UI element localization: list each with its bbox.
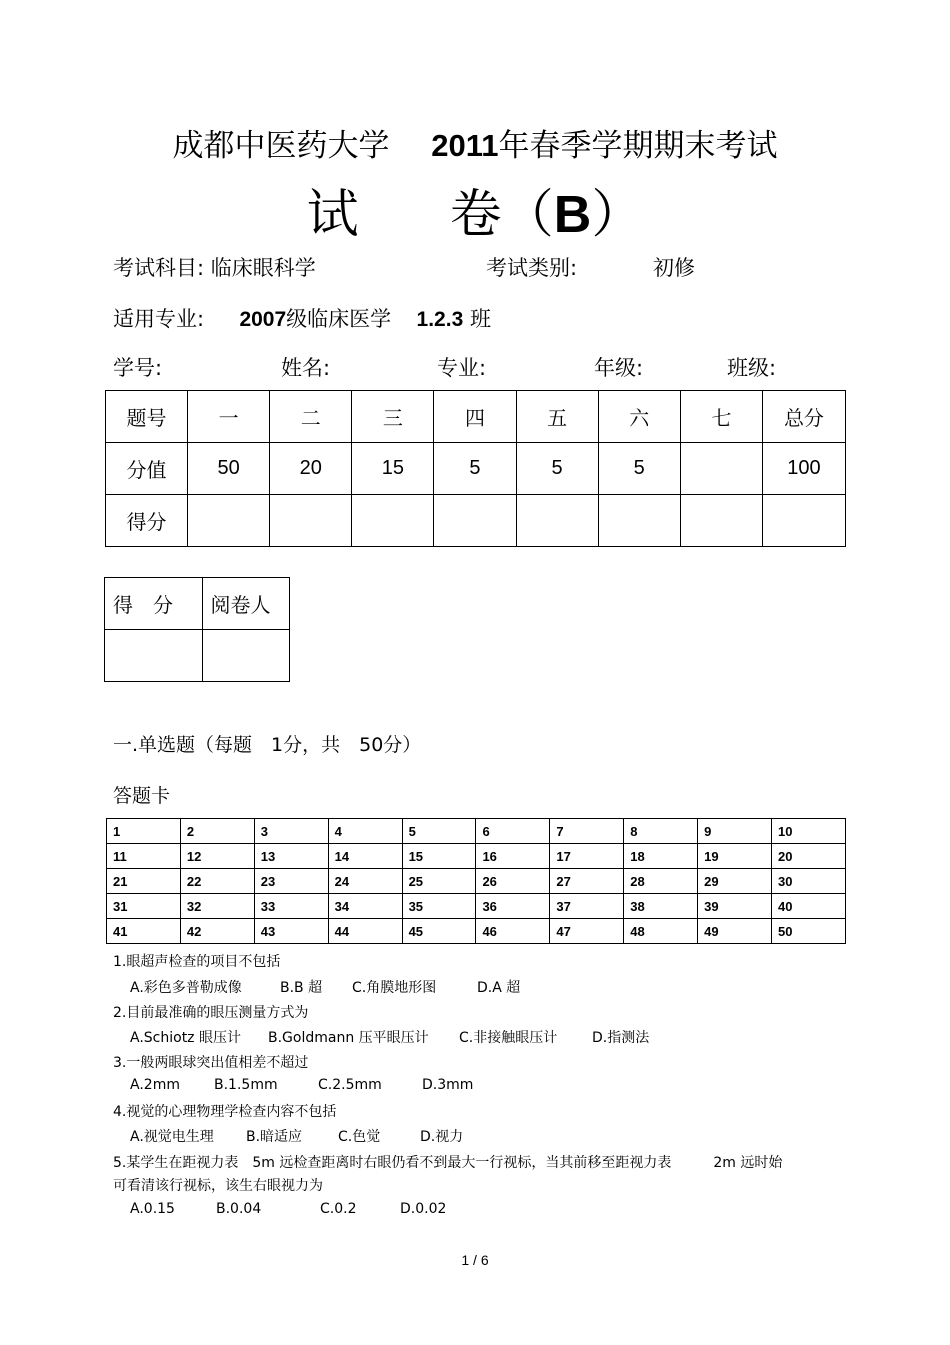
question-1-options [130,977,520,997]
subject-label: 考试科目: [113,256,205,280]
answer-card-cell[interactable]: 47 [550,919,624,944]
answer-card-cell[interactable]: 50 [772,919,846,944]
question-5-option-d[interactable]: D.0.02 [400,1201,447,1217]
exam-title [0,120,950,165]
answer-card-cell[interactable]: 23 [254,869,328,894]
question-1-option-a[interactable]: A.彩色多普勒成像 [130,980,242,996]
grader-table [104,577,290,682]
title-university: 成都中医药大学 [172,128,390,164]
answer-card-cell[interactable]: 33 [254,894,328,919]
answer-card-cell[interactable]: 10 [772,819,846,844]
answer-card-table [106,818,846,944]
score-input-cell[interactable] [762,495,845,547]
answer-card-cell[interactable]: 11 [107,844,181,869]
answer-card-cell[interactable]: 16 [476,844,550,869]
answer-card-cell[interactable]: 29 [698,869,772,894]
section1-heading: 一.单选题（每题 1分，共 50分） [113,734,422,756]
score-table [105,390,846,547]
answer-card-cell[interactable]: 27 [550,869,624,894]
answer-card-cell[interactable]: 20 [772,844,846,869]
answer-card-cell[interactable]: 15 [402,844,476,869]
answer-card-cell[interactable]: 8 [624,819,698,844]
answer-card-cell[interactable]: 17 [550,844,624,869]
answer-card-row [107,819,846,844]
grade-label: 年级: [594,356,644,380]
page-number: 1 / 6 [461,1252,489,1268]
answer-card-row [107,894,846,919]
question-3-option-d[interactable]: D.3mm [422,1077,474,1093]
answer-card-cell[interactable]: 12 [180,844,254,869]
answer-card-cell[interactable]: 36 [476,894,550,919]
grader-score-cell[interactable] [105,630,203,682]
question-2-stem: 2.目前最准确的眼压测量方式为 [113,1005,309,1021]
question-2-option-a[interactable]: A.Schiotz 眼压计 [130,1030,241,1046]
question-5-option-b[interactable]: B.0.04 [216,1201,262,1217]
answer-card-cell[interactable]: 43 [254,919,328,944]
question-5-stem-line1: 5.某学生在距视力表 5m 远检查距离时右眼仍看不到最大一行视标，当其前移至距视力表 2m 远时始 [113,1155,783,1171]
score-table-cell: 分值 [106,443,188,495]
answer-card-row [107,869,846,894]
answer-card-cell[interactable]: 30 [772,869,846,894]
answer-card-cell[interactable]: 1 [107,819,181,844]
score-table-cell: 5 [598,443,680,495]
answer-card-cell[interactable]: 48 [624,919,698,944]
score-input-cell[interactable] [516,495,598,547]
answer-card-row [107,844,846,869]
score-table-cell: 20 [270,443,352,495]
answer-card-cell[interactable]: 42 [180,919,254,944]
answer-card-cell[interactable]: 34 [328,894,402,919]
score-table-cell: 一 [188,391,270,443]
score-input-cell[interactable] [434,495,516,547]
paper-title [0,172,950,247]
score-table-cell: 得分 [106,495,188,547]
answer-card-cell[interactable]: 28 [624,869,698,894]
answer-card-cell[interactable]: 24 [328,869,402,894]
exam-type-value: 初修 [653,256,695,280]
major-line [113,303,491,333]
score-input-cell[interactable] [352,495,434,547]
answer-card-cell[interactable]: 25 [402,869,476,894]
question-2-option-b[interactable]: B.Goldmann 压平眼压计 [268,1030,429,1046]
score-table-cell: 二 [270,391,352,443]
score-table-cell: 四 [434,391,516,443]
question-4-option-b[interactable]: B.暗适应 [246,1129,303,1145]
title-term: 年春季学期期末考试 [498,128,778,164]
answer-card-cell[interactable]: 14 [328,844,402,869]
answer-card-cell[interactable]: 19 [698,844,772,869]
answer-card-cell[interactable]: 31 [107,894,181,919]
question-4-option-c[interactable]: C.色觉 [338,1129,381,1145]
answer-card-cell[interactable]: 45 [402,919,476,944]
question-3-option-a[interactable]: A.2mm [130,1077,180,1093]
answer-card-cell[interactable]: 39 [698,894,772,919]
major-suffix: 班 [469,307,491,331]
score-table-cell: 15 [352,443,434,495]
score-input-cell[interactable] [270,495,352,547]
exam-type-label: 考试类别: [486,256,578,280]
answer-card-cell[interactable]: 21 [107,869,181,894]
question-5-stem-line2: 可看清该行视标，该生右眼视力为 [113,1178,323,1194]
score-table-value-row [106,443,846,495]
score-table-cell: 50 [188,443,270,495]
score-table-cell [680,443,762,495]
answer-card-cell[interactable]: 5 [402,819,476,844]
title-year: 2011 [431,128,499,163]
question-1-option-c[interactable]: C.角膜地形图 [352,980,437,996]
question-2-option-c[interactable]: C.非接触眼压计 [459,1030,558,1046]
name-label: 姓名: [281,356,331,380]
answer-card-cell[interactable]: 32 [180,894,254,919]
exam-type-line [486,252,577,282]
answer-card-cell[interactable]: 4 [328,819,402,844]
score-table-score-row [106,495,846,547]
answer-card-cell[interactable]: 37 [550,894,624,919]
major-name: 级临床医学 [286,307,392,331]
answer-card-cell[interactable]: 26 [476,869,550,894]
answer-card-cell[interactable]: 22 [180,869,254,894]
major-year: 2007 [239,308,287,331]
score-input-cell[interactable] [598,495,680,547]
question-2-options [130,1027,649,1047]
answer-card-cell[interactable]: 7 [550,819,624,844]
score-table-header-row [106,391,846,443]
answer-card-cell[interactable]: 2 [180,819,254,844]
question-5-options [130,1201,446,1217]
answer-card-cell[interactable]: 6 [476,819,550,844]
score-table-cell: 五 [516,391,598,443]
question-5-option-c[interactable]: C.0.2 [320,1201,357,1217]
score-table-cell: 七 [680,391,762,443]
grader-reviewer-cell[interactable] [202,630,289,682]
grader-score-label: 得 分 [105,578,203,630]
score-table-cell: 5 [516,443,598,495]
score-table-cell: 六 [598,391,680,443]
question-1-option-d[interactable]: D.A 超 [477,980,521,996]
question-1-stem: 1.眼超声检查的项目不包括 [113,954,281,970]
paper-title-close: ） [591,185,644,245]
answer-card-cell[interactable]: 49 [698,919,772,944]
answer-card-row [107,919,846,944]
major-classes: 1.2.3 [416,308,464,331]
question-4-option-d[interactable]: D.视力 [420,1129,464,1145]
answer-card-cell[interactable]: 13 [254,844,328,869]
question-4-option-a[interactable]: A.视觉电生理 [130,1129,214,1145]
answer-card-cell[interactable]: 44 [328,919,402,944]
class-label: 班级: [727,356,777,380]
answer-card-cell[interactable]: 46 [476,919,550,944]
score-table-cell: 总分 [762,391,845,443]
specialty-label: 专业: [437,356,487,380]
question-2-option-d[interactable]: D.指测法 [592,1030,650,1046]
question-4-options [130,1126,463,1146]
answer-card-cell[interactable]: 18 [624,844,698,869]
paper-version: B [553,186,592,244]
answer-card-cell[interactable]: 3 [254,819,328,844]
answer-card-cell[interactable]: 38 [624,894,698,919]
question-3-stem: 3.一般两眼球突出值相差不超过 [113,1055,309,1071]
paper-title-char2: 卷（ [449,185,554,245]
major-label: 适用专业: [113,307,205,331]
answer-card-label: 答题卡 [113,785,171,807]
score-table-cell: 5 [434,443,516,495]
answer-card-cell[interactable]: 41 [107,919,181,944]
question-5-option-a[interactable]: A.0.15 [130,1201,175,1217]
score-input-cell[interactable] [680,495,762,547]
subject-value: 临床眼科学 [210,256,316,280]
student-id-label: 学号: [113,356,163,380]
score-table-cell: 三 [352,391,434,443]
paper-title-char1: 试 [306,185,359,245]
score-table-cell: 100 [762,443,845,495]
score-table-cell: 题号 [106,391,188,443]
answer-card-cell[interactable]: 35 [402,894,476,919]
question-3-option-c[interactable]: C.2.5mm [318,1077,382,1093]
question-1-option-b[interactable]: B.B 超 [280,980,323,996]
question-3-options [130,1077,473,1093]
subject-line [113,252,316,282]
score-input-cell[interactable] [188,495,270,547]
question-4-stem: 4.视觉的心理物理学检查内容不包括 [113,1104,337,1120]
grader-reviewer-label: 阅卷人 [202,578,289,630]
question-3-option-b[interactable]: B.1.5mm [214,1077,278,1093]
answer-card-cell[interactable]: 9 [698,819,772,844]
answer-card-cell[interactable]: 40 [772,894,846,919]
